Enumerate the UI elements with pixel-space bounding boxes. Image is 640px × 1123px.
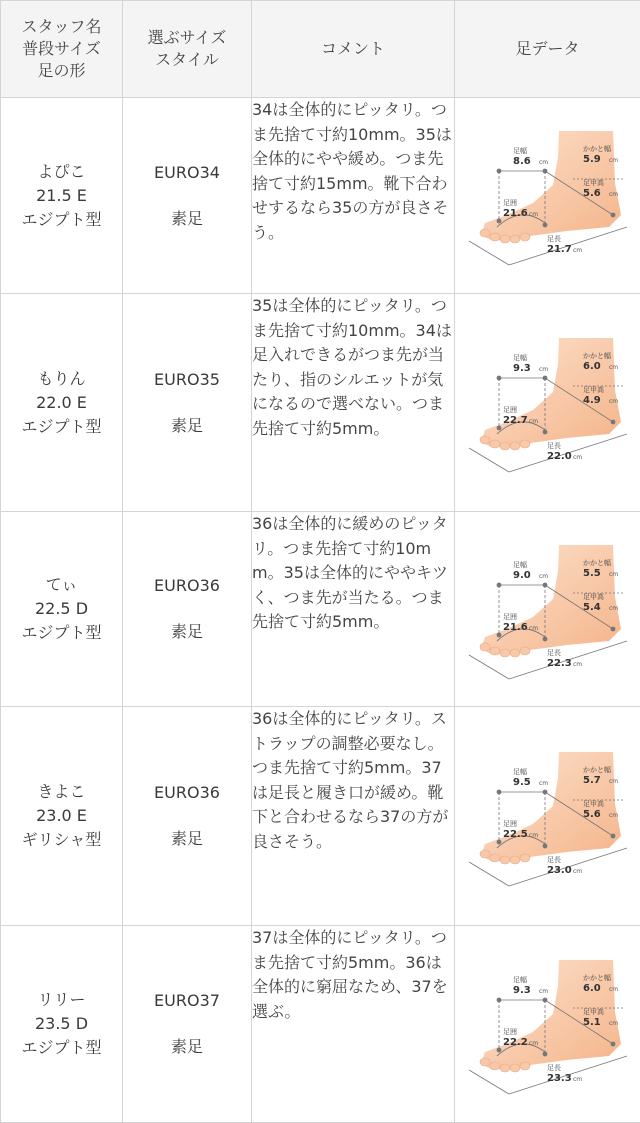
measure-point xyxy=(496,632,501,637)
staff-name: リリー xyxy=(1,988,122,1012)
measure-unit: cm xyxy=(529,832,538,839)
toe-shape xyxy=(520,854,530,862)
staff-row xyxy=(1,512,640,707)
wear-style: 素足 xyxy=(123,207,251,231)
measure-value: 21.6 xyxy=(503,622,528,633)
header-size-line: スタイル xyxy=(123,49,251,71)
foot-diagram xyxy=(463,744,633,889)
measure-unit: cm xyxy=(539,988,548,995)
usual-size: 22.5 D xyxy=(1,597,122,621)
measure-point xyxy=(610,213,615,218)
chosen-size: EURO36 xyxy=(123,574,251,598)
foot-shape: エジプト型 xyxy=(1,621,122,645)
toe-shape xyxy=(480,643,490,651)
toe-shape xyxy=(520,647,530,655)
measure-value: 4.9 xyxy=(583,395,601,406)
header-foot: 足データ xyxy=(455,1,640,98)
comment-cell: 37は全体的にピッタリ。つま先捨て寸約5mm。36は全体的に窮屈なため、37を選ぶ。 xyxy=(252,926,455,1123)
header-staff-line: 普段サイズ xyxy=(1,38,122,60)
header-row xyxy=(1,1,640,98)
toe-shape xyxy=(520,1062,530,1070)
toe-shape xyxy=(490,233,500,241)
chosen-size: EURO34 xyxy=(123,161,251,185)
measure-value: 22.5 xyxy=(503,829,528,840)
toe-shape xyxy=(480,1058,490,1066)
toe-shape xyxy=(510,1064,520,1072)
staff-row xyxy=(1,707,640,926)
measure-unit: cm xyxy=(539,780,548,787)
measure-label: 足甲高 xyxy=(583,178,604,187)
measure-point xyxy=(542,843,547,848)
measure-value: 5.6 xyxy=(583,188,601,199)
measure-label: 足長 xyxy=(547,1063,561,1072)
measure-point xyxy=(496,219,501,224)
toe-shape xyxy=(510,442,520,450)
header-comment: コメント xyxy=(252,1,455,98)
measure-unit: cm xyxy=(609,364,618,371)
foot-shape: ギリシャ型 xyxy=(1,828,122,852)
measure-unit: cm xyxy=(609,812,618,819)
measure-value: 5.9 xyxy=(583,154,601,165)
measure-unit: cm xyxy=(573,454,582,461)
measure-unit: cm xyxy=(609,778,618,785)
header-staff xyxy=(1,1,123,98)
spacer xyxy=(123,805,251,827)
foot-shape: エジプト型 xyxy=(1,415,122,439)
staff-cell xyxy=(1,98,123,294)
measure-unit: cm xyxy=(573,868,582,875)
staff-name: きよこ xyxy=(1,780,122,804)
toe-shape xyxy=(500,649,510,657)
foot-data-cell xyxy=(455,707,640,926)
measure-label: 足幅 xyxy=(513,767,527,776)
measure-value: 22.7 xyxy=(503,415,528,426)
foot-shape: エジプト型 xyxy=(1,1036,122,1060)
measure-point xyxy=(496,789,501,794)
measure-unit: cm xyxy=(573,247,582,254)
comment-cell: 34は全体的にピッタリ。つま先捨て寸約10mm。35は全体的にやや緩め。つま先捨て寸約15mm。靴下合わせするなら35の方が良さそう。 xyxy=(252,98,455,294)
measure-unit: cm xyxy=(539,366,548,373)
measure-value: 5.4 xyxy=(583,602,601,613)
chosen-size: EURO36 xyxy=(123,781,251,805)
comment-cell: 36は全体的にピッタリ。ストラップの調整必要なし。つま先捨て寸約5mm。37は足長と履き口が緩め。靴下と合わせるなら37の方が良さそう。 xyxy=(252,707,455,926)
measure-label: 足長 xyxy=(547,855,561,864)
toe-shape xyxy=(510,649,520,657)
measure-point xyxy=(496,582,501,587)
staff-name: てぃ xyxy=(1,573,122,597)
wear-style: 素足 xyxy=(123,1035,251,1059)
measure-unit: cm xyxy=(539,573,548,580)
measure-point xyxy=(496,426,501,431)
measure-point xyxy=(496,997,501,1002)
chosen-size: EURO37 xyxy=(123,989,251,1013)
measure-label: 足囲 xyxy=(503,819,517,828)
measure-value: 22.0 xyxy=(547,451,572,462)
staff-cell xyxy=(1,707,123,926)
measure-label: かかと幅 xyxy=(583,558,611,567)
measure-point xyxy=(542,997,547,1002)
measure-value: 9.3 xyxy=(513,363,531,374)
measure-unit: cm xyxy=(609,157,618,164)
measure-point xyxy=(542,169,547,174)
measure-point xyxy=(610,1041,615,1046)
measure-label: 足甲高 xyxy=(583,1007,604,1016)
measure-line xyxy=(469,1070,509,1094)
measure-label: 足幅 xyxy=(513,560,527,569)
measure-label: かかと幅 xyxy=(583,351,611,360)
measure-unit: cm xyxy=(609,571,618,578)
toe-shape xyxy=(490,1062,500,1070)
measure-label: かかと幅 xyxy=(583,973,611,982)
size-cell xyxy=(123,294,252,512)
measure-unit: cm xyxy=(529,625,538,632)
measure-point xyxy=(496,1047,501,1052)
foot-diagram xyxy=(463,537,633,682)
measure-point xyxy=(610,626,615,631)
foot-data-cell xyxy=(455,926,640,1123)
staff-cell xyxy=(1,294,123,512)
foot-diagram xyxy=(463,952,633,1097)
measure-label: 足幅 xyxy=(513,353,527,362)
wear-style: 素足 xyxy=(123,620,251,644)
toe-shape xyxy=(490,440,500,448)
measure-label: 足幅 xyxy=(513,146,527,155)
measure-value: 22.3 xyxy=(547,658,572,669)
measure-label: 足囲 xyxy=(503,405,517,414)
toe-shape xyxy=(500,1064,510,1072)
measure-value: 5.5 xyxy=(583,568,601,579)
toe-shape xyxy=(490,854,500,862)
measure-label: 足幅 xyxy=(513,975,527,984)
measure-point xyxy=(542,1051,547,1056)
spacer xyxy=(123,185,251,207)
foot-diagram xyxy=(463,330,633,475)
measure-value: 5.7 xyxy=(583,775,601,786)
usual-size: 21.5 E xyxy=(1,184,122,208)
foot-shape: エジプト型 xyxy=(1,208,122,232)
staff-cell xyxy=(1,512,123,707)
measure-unit: cm xyxy=(573,1076,582,1083)
usual-size: 23.5 D xyxy=(1,1012,122,1036)
spacer xyxy=(123,392,251,414)
foot-data-cell xyxy=(455,512,640,707)
measure-value: 21.7 xyxy=(547,244,572,255)
toe-shape xyxy=(480,436,490,444)
spacer xyxy=(123,1013,251,1035)
measure-unit: cm xyxy=(609,1020,618,1027)
measure-unit: cm xyxy=(529,1040,538,1047)
toe-shape xyxy=(520,233,530,241)
measure-value: 6.0 xyxy=(583,983,601,994)
measure-value: 9.3 xyxy=(513,985,531,996)
measure-line xyxy=(469,862,509,886)
measure-value: 23.0 xyxy=(547,865,572,876)
comment-cell: 35は全体的にピッタリ。つま先捨て寸約10mm。34は足入れできるがつま先が当たり、指のシルエットが気になるので選べない。つま先捨て寸約5mm。 xyxy=(252,294,455,512)
spacer xyxy=(123,598,251,620)
measure-label: 足囲 xyxy=(503,612,517,621)
measure-point xyxy=(496,376,501,381)
measure-point xyxy=(542,636,547,641)
toe-shape xyxy=(500,856,510,864)
measure-point xyxy=(610,420,615,425)
wear-style: 素足 xyxy=(123,827,251,851)
toe-shape xyxy=(510,235,520,243)
header-staff-line: 足の形 xyxy=(1,60,122,82)
measure-label: 足甲高 xyxy=(583,799,604,808)
measure-line xyxy=(469,655,509,679)
header-size-line: 選ぶサイズ xyxy=(123,27,251,49)
size-cell xyxy=(123,98,252,294)
measure-line xyxy=(469,448,509,472)
staff-row xyxy=(1,98,640,294)
measure-point xyxy=(496,169,501,174)
size-cell xyxy=(123,926,252,1123)
foot-data-cell xyxy=(455,98,640,294)
measure-point xyxy=(542,223,547,228)
measure-unit: cm xyxy=(529,418,538,425)
wear-style: 素足 xyxy=(123,414,251,438)
measure-label: 足囲 xyxy=(503,198,517,207)
measure-label: かかと幅 xyxy=(583,144,611,153)
size-cell xyxy=(123,707,252,926)
measure-value: 8.6 xyxy=(513,156,531,167)
measure-unit: cm xyxy=(609,605,618,612)
measure-label: 足囲 xyxy=(503,1027,517,1036)
toe-shape xyxy=(500,235,510,243)
toe-shape xyxy=(480,850,490,858)
header-size xyxy=(123,1,252,98)
measure-value: 5.1 xyxy=(583,1017,601,1028)
staff-name: もりん xyxy=(1,367,122,391)
measure-label: かかと幅 xyxy=(583,765,611,774)
measure-unit: cm xyxy=(609,398,618,405)
measure-label: 足甲高 xyxy=(583,385,604,394)
toe-shape xyxy=(510,856,520,864)
toe-shape xyxy=(490,647,500,655)
measure-point xyxy=(542,582,547,587)
header-staff-line: スタッフ名 xyxy=(1,16,122,38)
measure-label: 足長 xyxy=(547,234,561,243)
measure-value: 21.6 xyxy=(503,208,528,219)
measure-unit: cm xyxy=(529,211,538,218)
staff-name: よぴこ xyxy=(1,160,122,184)
measure-unit: cm xyxy=(539,159,548,166)
staff-row xyxy=(1,294,640,512)
measure-value: 9.5 xyxy=(513,777,531,788)
usual-size: 23.0 E xyxy=(1,804,122,828)
toe-shape xyxy=(500,442,510,450)
measure-value: 5.6 xyxy=(583,809,601,820)
measure-point xyxy=(610,833,615,838)
measure-unit: cm xyxy=(573,661,582,668)
measure-point xyxy=(542,376,547,381)
foot-data-cell xyxy=(455,294,640,512)
toe-shape xyxy=(480,229,490,237)
usual-size: 22.0 E xyxy=(1,391,122,415)
measure-value: 22.2 xyxy=(503,1037,528,1048)
measure-label: 足甲高 xyxy=(583,592,604,601)
comment-cell: 36は全体的に緩めのピッタリ。つま先捨て寸約10mm。35は全体的にややキツく、つま先が当たる。つま先捨て寸約5mm。 xyxy=(252,512,455,707)
measure-line xyxy=(469,241,509,265)
staff-cell xyxy=(1,926,123,1123)
measure-point xyxy=(542,789,547,794)
toe-shape xyxy=(520,440,530,448)
measure-value: 6.0 xyxy=(583,361,601,372)
chosen-size: EURO35 xyxy=(123,368,251,392)
measure-unit: cm xyxy=(609,986,618,993)
measure-point xyxy=(542,430,547,435)
measure-unit: cm xyxy=(609,191,618,198)
measure-point xyxy=(496,839,501,844)
measure-label: 足長 xyxy=(547,648,561,657)
foot-diagram xyxy=(463,123,633,268)
size-cell xyxy=(123,512,252,707)
measure-label: 足長 xyxy=(547,441,561,450)
staff-row xyxy=(1,926,640,1123)
measure-value: 9.0 xyxy=(513,570,531,581)
measure-value: 23.3 xyxy=(547,1073,572,1084)
